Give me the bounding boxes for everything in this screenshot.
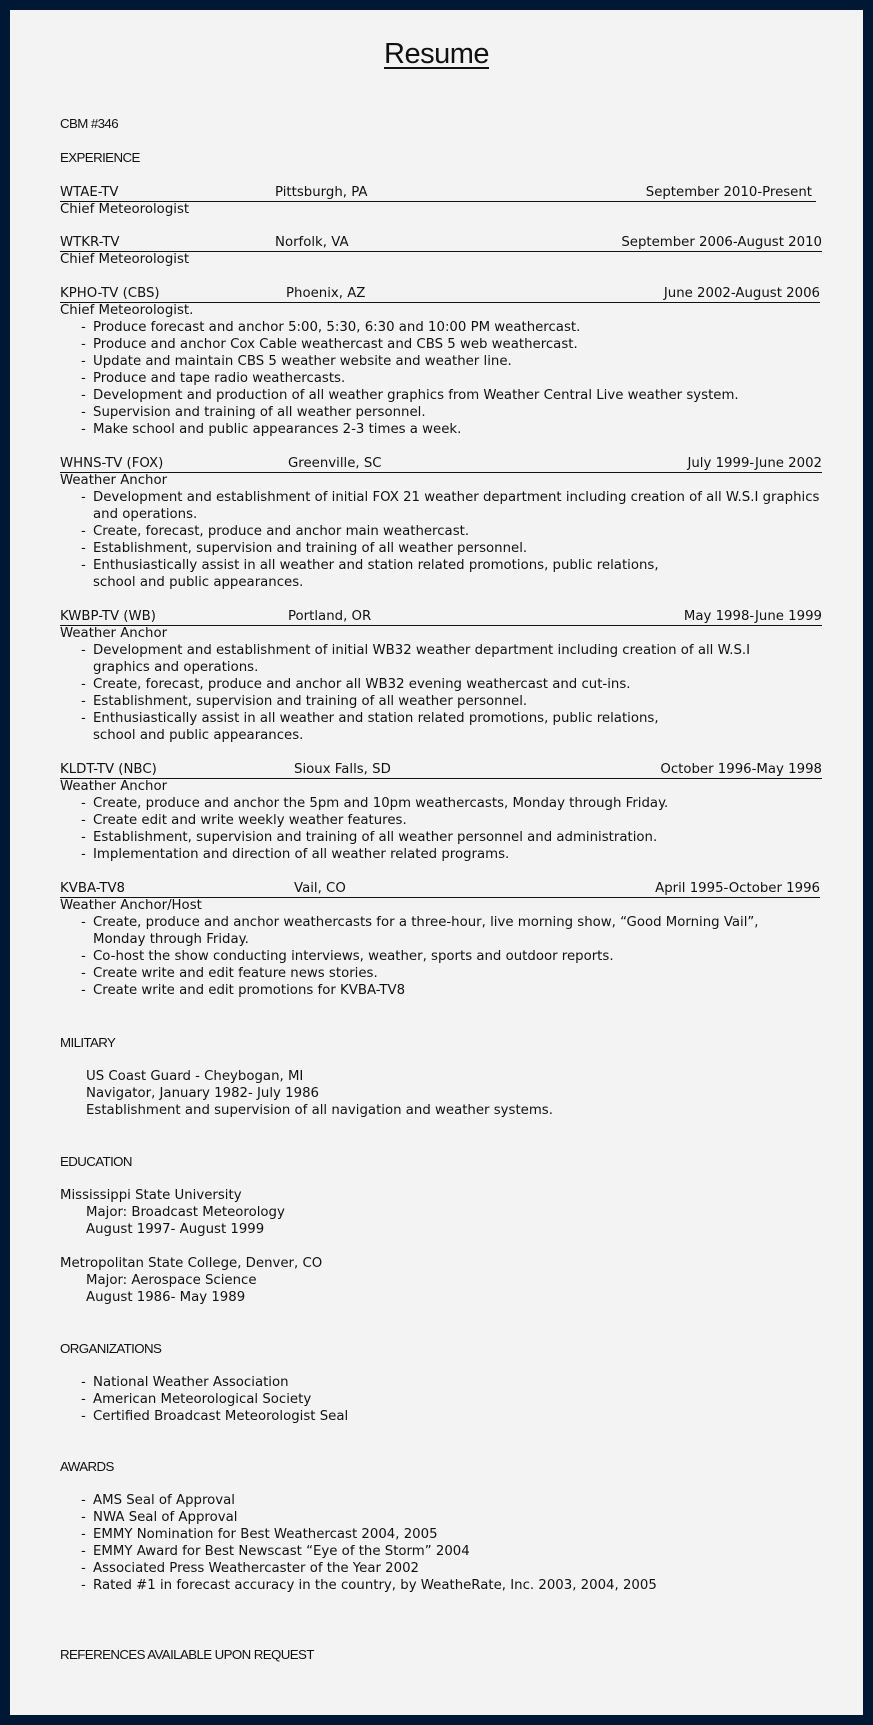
list-item: - Create, forecast, produce and anchor all WB32 evening weathercast and cut-ins.	[81, 676, 823, 693]
list-item: - Create, forecast, produce and anchor main weathercast.	[81, 523, 823, 540]
school-dates: August 1986- May 1989	[86, 1290, 246, 1305]
military-duties: Establishment and supervision of all navigation and weather systems.	[86, 1103, 553, 1118]
awards-list	[81, 1492, 781, 1594]
school-name: Metropolitan State College, Denver, CO	[60, 1256, 323, 1271]
list-item: - EMMY Nomination for Best Weathercast 2004, 2005	[81, 1526, 781, 1543]
job-bullets	[81, 914, 801, 999]
section-experience: EXPERIENCE	[60, 150, 140, 165]
job-station: KPHO-TV (CBS)	[60, 286, 160, 301]
section-awards: AWARDS	[60, 1459, 114, 1474]
list-item: - Rated #1 in forecast accuracy in the country, by WeatheRate, Inc. 2003, 2004, 2005	[81, 1577, 781, 1594]
job-role: Weather Anchor	[60, 626, 168, 641]
list-item: - Create, produce and anchor weathercasts for a three-hour, live morning show, “Good Morning Vail”, Monday through Friday.	[81, 914, 801, 948]
job-dates: October 1996-May 1998	[660, 762, 822, 777]
job-location: Greenville, SC	[288, 456, 382, 471]
military-unit: US Coast Guard - Cheybogan, MI	[86, 1069, 304, 1084]
list-item: - American Meteorological Society	[81, 1391, 581, 1408]
job-station: KWBP-TV (WB)	[60, 609, 156, 624]
job-header	[60, 761, 822, 779]
job-dates: September 2010-Present	[645, 185, 812, 200]
school-dates: August 1997- August 1999	[86, 1222, 265, 1237]
job-station: KLDT-TV (NBC)	[60, 762, 157, 777]
job-header	[60, 184, 816, 202]
list-item: - Establishment, supervision and training of all weather personnel.	[81, 693, 823, 710]
job-role: Chief Meteorologist.	[60, 303, 194, 318]
job-header	[60, 285, 820, 303]
job-header	[60, 234, 822, 252]
list-item: - EMMY Award for Best Newscast “Eye of the Storm” 2004	[81, 1543, 781, 1560]
list-item: - Create write and edit feature news stories.	[81, 965, 801, 982]
job-location: Sioux Falls, SD	[294, 762, 391, 777]
list-item: - Create write and edit promotions for KVBA-TV8	[81, 982, 801, 999]
organizations-list	[81, 1374, 581, 1425]
list-item: - Certified Broadcast Meteorologist Seal	[81, 1408, 581, 1425]
job-dates: June 2002-August 2006	[663, 286, 820, 301]
section-education: EDUCATION	[60, 1154, 132, 1169]
list-item: - Development and establishment of initial WB32 weather department including creation of all W.S.I graphics and operations.	[81, 642, 753, 676]
job-bullets	[81, 795, 823, 863]
list-item: - National Weather Association	[81, 1374, 581, 1391]
school-major: Major: Aerospace Science	[86, 1273, 257, 1288]
job-header	[60, 880, 820, 898]
job-station: WHNS-TV (FOX)	[60, 456, 164, 471]
list-item: - Development and establishment of initial FOX 21 weather department including creation of all W.S.I graphics and operations.	[81, 489, 823, 523]
job-station: KVBA-TV8	[60, 881, 125, 896]
list-item: - Produce and anchor Cox Cable weathercast and CBS 5 web weathercast.	[81, 336, 781, 353]
list-item: - Implementation and direction of all weather related programs.	[81, 846, 823, 863]
list-item: - Produce forecast and anchor 5:00, 5:30, 6:30 and 10:00 PM weathercast.	[81, 319, 781, 336]
job-role: Chief Meteorologist	[60, 252, 190, 267]
list-item: - Establishment, supervision and training of all weather personnel.	[81, 540, 823, 557]
job-location: Norfolk, VA	[275, 235, 349, 250]
list-item: - Create edit and write weekly weather features.	[81, 812, 823, 829]
section-military: MILITARY	[60, 1035, 116, 1050]
references-note: REFERENCES AVAILABLE UPON REQUEST	[60, 1647, 314, 1662]
job-station: WTKR-TV	[60, 235, 120, 250]
school-name: Mississippi State University	[60, 1188, 242, 1203]
job-role: Weather Anchor	[60, 473, 168, 488]
job-bullets	[81, 642, 823, 744]
list-item: - Establishment, supervision and training of all weather personnel and administration.	[81, 829, 823, 846]
job-dates: September 2006-August 2010	[621, 235, 822, 250]
resume-page	[10, 10, 863, 1715]
job-station: WTAE-TV	[60, 185, 119, 200]
job-location: Pittsburgh, PA	[275, 185, 368, 200]
list-item: - Produce and tape radio weathercasts.	[81, 370, 781, 387]
list-item: - Make school and public appearances 2-3 times a week.	[81, 421, 781, 438]
list-item: - Create, produce and anchor the 5pm and 10pm weathercasts, Monday through Friday.	[81, 795, 823, 812]
list-item: - Development and production of all weather graphics from Weather Central Live weather system.	[81, 387, 781, 404]
job-role: Weather Anchor/Host	[60, 898, 202, 913]
list-item: - Update and maintain CBS 5 weather website and weather line.	[81, 353, 781, 370]
section-organizations: ORGANIZATIONS	[60, 1341, 162, 1356]
cbm-number: CBM #346	[60, 116, 119, 131]
list-item: - Enthusiastically assist in all weather and station related promotions, public relations, school and public appearances.	[81, 710, 693, 744]
military-role: Navigator, January 1982- July 1986	[86, 1086, 319, 1101]
job-dates: May 1998-June 1999	[683, 609, 822, 624]
job-dates: July 1999-June 2002	[687, 456, 822, 471]
job-role: Chief Meteorologist	[60, 202, 190, 217]
job-location: Vail, CO	[294, 881, 346, 896]
page-title: Resume	[384, 38, 489, 70]
job-role: Weather Anchor	[60, 779, 168, 794]
job-bullets	[81, 489, 823, 591]
list-item: - NWA Seal of Approval	[81, 1509, 781, 1526]
job-bullets	[81, 319, 781, 438]
job-location: Phoenix, AZ	[286, 286, 366, 301]
job-header	[60, 608, 822, 626]
list-item: - Enthusiastically assist in all weather and station related promotions, public relations, school and public appearances.	[81, 557, 693, 591]
list-item: - AMS Seal of Approval	[81, 1492, 781, 1509]
school-major: Major: Broadcast Meteorology	[86, 1205, 285, 1220]
job-location: Portland, OR	[288, 609, 372, 624]
list-item: - Co-host the show conducting interviews, weather, sports and outdoor reports.	[81, 948, 801, 965]
list-item: - Associated Press Weathercaster of the Year 2002	[81, 1560, 781, 1577]
job-header	[60, 455, 822, 473]
list-item: - Supervision and training of all weather personnel.	[81, 404, 781, 421]
job-dates: April 1995-October 1996	[655, 881, 820, 896]
